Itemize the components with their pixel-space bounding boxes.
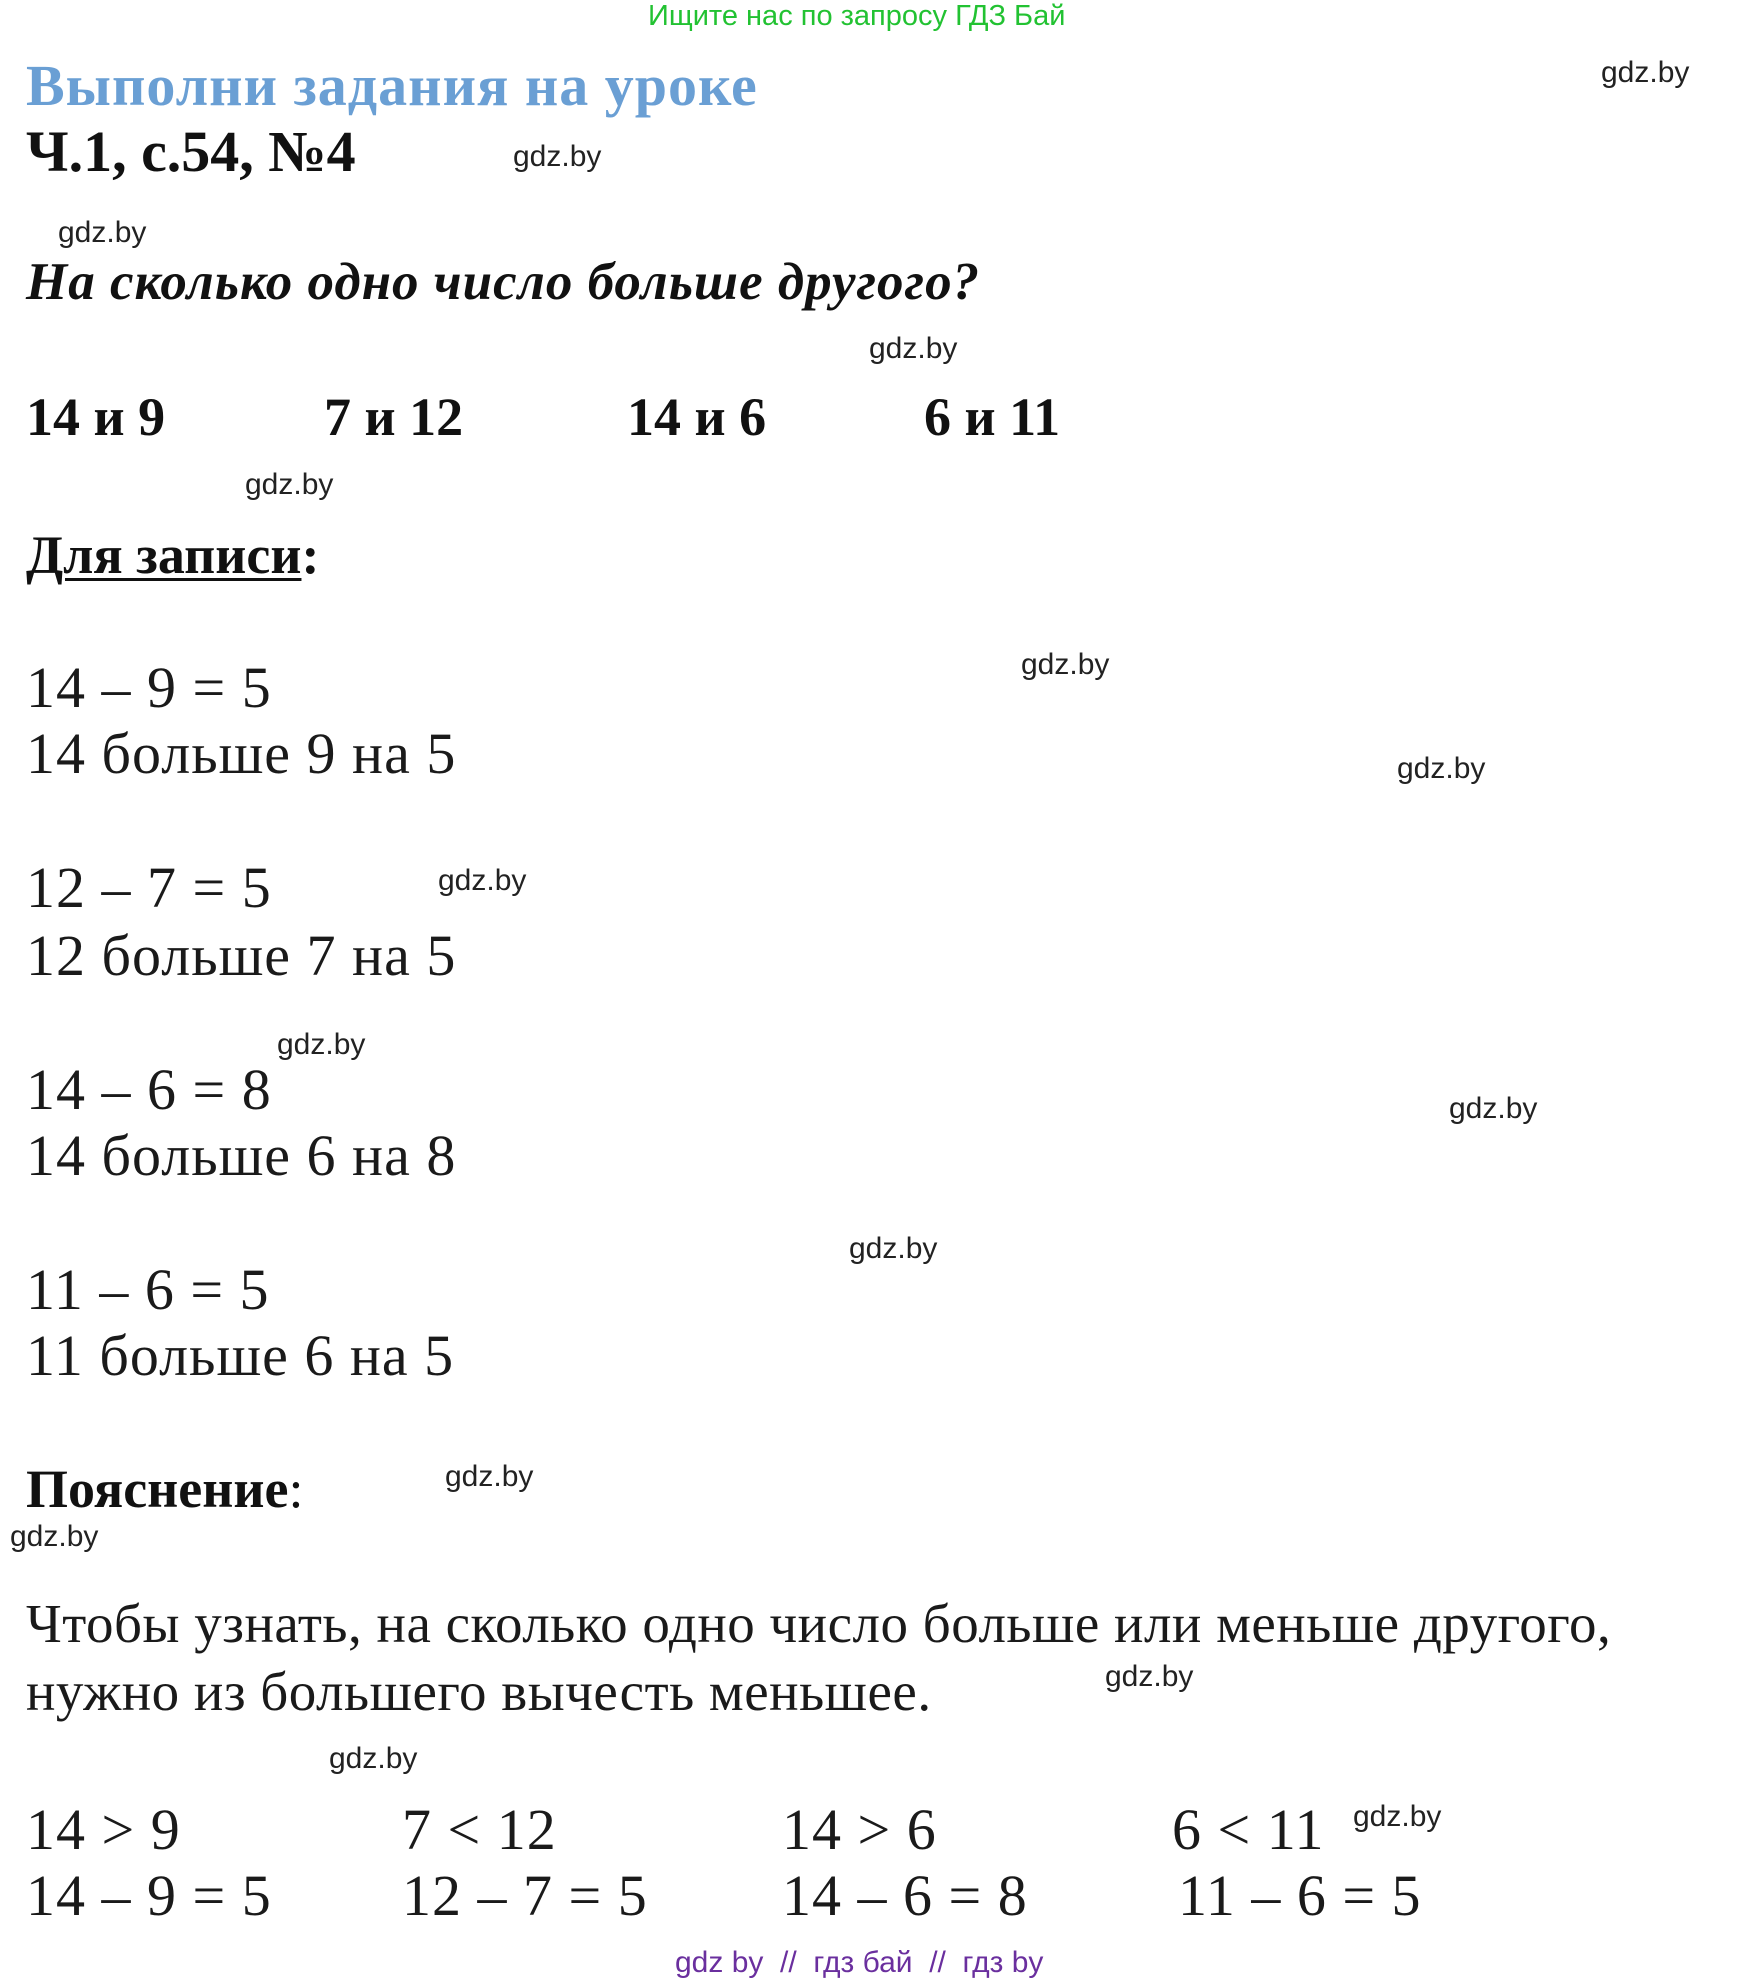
watermark: gdz.by: [1105, 1660, 1194, 1693]
footer-links: gdz by // гдз бай // гдз by: [675, 1946, 1044, 1979]
comparison-equation: 12 – 7 = 5: [402, 1863, 648, 1928]
record-sentence: 14 больше 9 на 5: [26, 721, 457, 786]
watermark: gdz.by: [438, 864, 527, 897]
explanation-heading-label: Пояснение: [26, 1459, 289, 1519]
watermark: gdz.by: [869, 332, 958, 365]
comparison: 6 < 11: [1172, 1797, 1325, 1862]
comparison: 14 > 6: [782, 1797, 937, 1862]
watermark: gdz.by: [329, 1742, 418, 1775]
number-pair: 14 и 6: [627, 387, 767, 447]
record-equation: 12 – 7 = 5: [26, 855, 272, 920]
watermark: gdz.by: [245, 468, 334, 501]
record-heading: [26, 524, 319, 586]
watermark: gdz.by: [1397, 752, 1486, 785]
record-equation: 11 – 6 = 5: [26, 1257, 270, 1322]
watermark: gdz.by: [10, 1520, 99, 1553]
comparison-equation: 14 – 6 = 8: [782, 1863, 1028, 1928]
record-sentence: 12 больше 7 на 5: [26, 923, 457, 988]
page-title: Выполни задания на уроке: [26, 53, 758, 118]
number-pair: 7 и 12: [324, 387, 464, 447]
task-question: На сколько одно число больше другого?: [26, 253, 981, 311]
watermark: gdz.by: [58, 216, 147, 249]
record-heading-label: Для записи: [26, 525, 302, 585]
record-sentence: 11 больше 6 на 5: [26, 1323, 455, 1388]
record-heading-colon: :: [301, 525, 320, 585]
number-pair: 14 и 9: [26, 387, 166, 447]
comparison: 7 < 12: [402, 1797, 557, 1862]
explanation-line: нужно из большего вычесть меньшее.: [26, 1661, 932, 1722]
record-sentence: 14 больше 6 на 8: [26, 1123, 457, 1188]
watermark: gdz.by: [849, 1232, 938, 1265]
number-pair: 6 и 11: [924, 387, 1061, 447]
comparison-equation: 14 – 9 = 5: [26, 1863, 272, 1928]
watermark: gdz.by: [513, 140, 602, 173]
comparison: 14 > 9: [26, 1797, 181, 1862]
watermark: gdz.by: [1353, 1800, 1442, 1833]
comparison-equation: 11 – 6 = 5: [1178, 1863, 1422, 1928]
task-reference: Ч.1, с.54, №4: [26, 119, 356, 184]
explanation-heading: [26, 1458, 303, 1520]
search-banner: Ищите нас по запросу ГДЗ Бай: [648, 0, 1066, 32]
explanation-heading-colon: :: [288, 1459, 304, 1519]
watermark: gdz.by: [1021, 648, 1110, 681]
record-equation: 14 – 9 = 5: [26, 655, 272, 720]
record-equation: 14 – 6 = 8: [26, 1057, 272, 1122]
watermark: gdz.by: [277, 1028, 366, 1061]
watermark: gdz.by: [445, 1460, 534, 1493]
explanation-line: Чтобы узнать, на сколько одно число больше или меньше другого,: [26, 1593, 1612, 1654]
watermark: gdz.by: [1601, 56, 1690, 89]
watermark: gdz.by: [1449, 1092, 1538, 1125]
